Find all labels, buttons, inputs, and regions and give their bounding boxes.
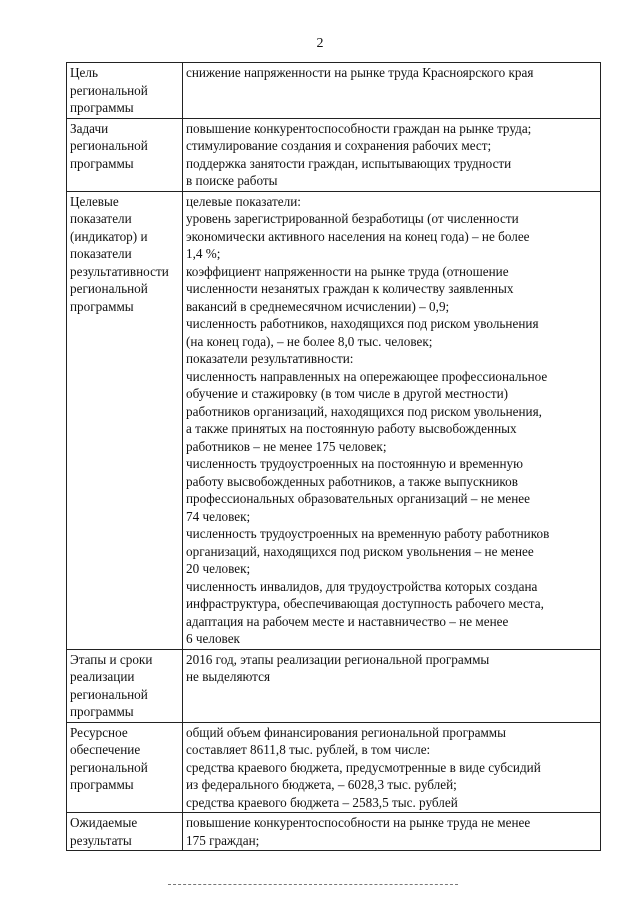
row-header-line: Ожидаемые [70, 815, 138, 830]
row-content-line: организаций, находящихся под риском увольнения – не менее [186, 543, 534, 559]
row-content-cell [183, 63, 601, 119]
row-content-line: численность трудоустроенных на временную работу работников [186, 526, 550, 541]
row-header-cell [67, 118, 183, 191]
row-content-line: 74 человек; [186, 508, 251, 524]
table-row [67, 813, 601, 851]
row-content-line: 175 граждан; [186, 832, 260, 848]
row-content-line: вакансий в среднемесячном исчислении) – 0,9; [186, 298, 450, 314]
row-header-cell [67, 722, 183, 813]
row-content-line: повышение конкурентоспособности граждан на рынке труда; [186, 120, 532, 136]
row-content-line: снижение напряженности на рынке труда Красноярского края [186, 65, 534, 80]
row-content-line: работников – не менее 175 человек; [186, 438, 387, 454]
row-content-line: 1,4 %; [186, 246, 221, 261]
program-passport-table [66, 62, 601, 851]
row-content-cell [183, 722, 601, 813]
row-content-line: (на конец года), – не более 8,0 тыс. человек; [186, 333, 433, 349]
row-content-line: адаптация на рабочем месте и наставничество – не менее [186, 613, 509, 629]
row-content-line: инфраструктура, обеспечивающая доступность рабочего места, [186, 596, 544, 611]
row-header-line: региональной [70, 281, 148, 296]
row-header-line: Цель [70, 65, 98, 80]
row-content-line: 20 человек; [186, 561, 251, 576]
row-header-line: показатели [70, 246, 132, 261]
table-row [67, 649, 601, 722]
row-content-line: показатели результативности: [186, 351, 354, 366]
row-content-cell [183, 118, 601, 191]
table-row [67, 63, 601, 119]
row-content-line: численности незанятых граждан к количеству заявленных [186, 281, 514, 296]
row-header-cell [67, 63, 183, 119]
row-content-line: уровень зарегистрированной безработицы (от численности [186, 211, 519, 226]
row-content-line: составляет 8611,8 тыс. рублей, в том числе: [186, 742, 431, 757]
row-content-line: профессиональных образовательных организаций – не менее [186, 491, 530, 506]
row-header-line: программы [70, 155, 134, 171]
row-content-line: повышение конкурентоспособности на рынке труда не менее [186, 815, 531, 830]
row-header-line: результативности [70, 263, 169, 279]
row-content-line: целевые показатели: [186, 193, 301, 209]
row-content-line: а также принятых на постоянную работу высвобожденных [186, 421, 517, 436]
row-header-line: результаты [70, 832, 132, 848]
row-content-line: обучение и стажировку (в том числе в другой местности) [186, 386, 509, 401]
row-content-line: средства краевого бюджета – 2583,5 тыс. рублей [186, 794, 458, 810]
row-content-line: численность трудоустроенных на постоянную и временную [186, 456, 523, 471]
row-header-line: Целевые [70, 193, 119, 209]
row-header-line: региональной [70, 138, 148, 153]
row-content-line: в поиске работы [186, 173, 278, 188]
table-row [67, 191, 601, 649]
row-content-line: численность направленных на опережающее профессиональное [186, 368, 548, 384]
row-header-line: (индикатор) и [70, 228, 148, 244]
row-header-line: показатели [70, 211, 132, 226]
row-header-line: программы [70, 298, 134, 314]
row-header-line: Задачи [70, 120, 109, 136]
row-header-cell [67, 191, 183, 649]
row-header-cell [67, 649, 183, 722]
row-content-line: экономически активного населения на конец года) – не более [186, 228, 530, 244]
row-content-cell [183, 813, 601, 851]
row-content-line: общий объем финансирования региональной программы [186, 724, 506, 740]
table-row [67, 722, 601, 813]
row-header-line: региональной [70, 759, 148, 775]
row-header-line: региональной [70, 82, 148, 98]
row-content-line: 2016 год, этапы реализации региональной программы [186, 651, 490, 667]
row-header-line: программы [70, 704, 134, 719]
row-content-line: средства краевого бюджета, предусмотренные в виде субсидий [186, 759, 541, 775]
table-row [67, 118, 601, 191]
table-body [67, 63, 601, 851]
row-content-line: работников организаций, находящихся под риском увольнения, [186, 403, 542, 419]
row-content-cell [183, 649, 601, 722]
row-content-line: работу высвобожденных работников, а также выпускников [186, 473, 518, 489]
row-content-line: поддержка занятости граждан, испытывающих трудности [186, 155, 512, 171]
row-content-line: из федерального бюджета, – 6028,3 тыс. рублей; [186, 777, 457, 792]
row-content-line: численность инвалидов, для трудоустройства которых создана [186, 578, 538, 594]
row-header-line: обеспечение [70, 742, 141, 757]
row-content-line: не выделяются [186, 669, 271, 684]
row-header-line: реализации [70, 669, 135, 684]
row-header-line: программы [70, 100, 134, 115]
row-content-line: коэффициент напряженности на рынке труда (отношение [186, 263, 509, 279]
row-header-line: программы [70, 777, 134, 792]
row-content-line: численность работников, находящихся под риском увольнения [186, 316, 539, 331]
page-number: 2 [316, 36, 324, 51]
row-content-cell [183, 191, 601, 649]
row-header-line: Ресурсное [70, 724, 128, 740]
row-content-line: 6 человек [186, 631, 240, 646]
row-content-line: стимулирование создания и сохранения рабочих мест; [186, 138, 492, 153]
row-header-line: Этапы и сроки [70, 651, 153, 667]
footer-divider [168, 884, 458, 885]
row-header-cell [67, 813, 183, 851]
row-header-line: региональной [70, 686, 148, 702]
